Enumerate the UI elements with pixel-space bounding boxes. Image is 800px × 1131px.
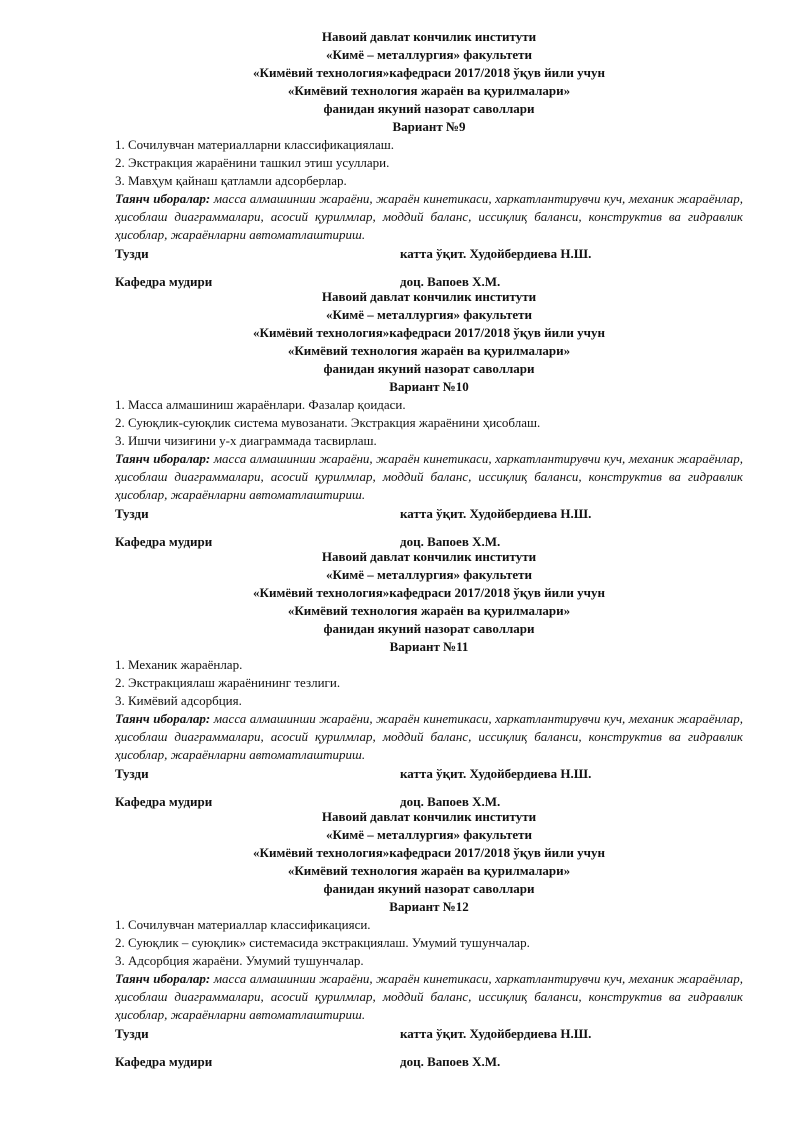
variant-title: Вариант №9 — [392, 119, 466, 134]
department-head-name: доц. Вапоев Х.М. — [400, 534, 501, 549]
subject-heading: «Кимёвий технология жараён ва қурилмалари» — [287, 83, 571, 98]
keywords-text: масса алмашинши жараёни, жараён кинетикаси, харкатлантирувчи куч, механик жараёнлар, ҳисоблаш диаграммалари, асосий қурилмлар, моддий баланс, иссиқлиқ баланси, конструктив ва гидравлик ҳисоблар, жараёнларни автоматлаштириш. — [115, 451, 743, 502]
question-item: 2. Экстракция жараёнини ташкил этиш усуллари. — [115, 155, 390, 170]
composed-by-name: катта ўқит. Худойбердиева Н.Ш. — [400, 1026, 592, 1041]
exam-heading: фанидан якуний назорат саволлари — [323, 361, 535, 376]
composed-by-line — [115, 765, 743, 783]
department-head-name: доц. Вапоев Х.М. — [400, 1054, 501, 1069]
institute-heading: Навоий давлат кончилик институти — [321, 289, 537, 304]
department-head-label: Кафедра мудири — [115, 1054, 213, 1069]
question-item: 1. Сочилувчан материалларни классификациялаш. — [115, 137, 394, 152]
department-heading: «Кимёвий технология»кафедраси 2017/2018 ўқув йили учун — [253, 65, 605, 80]
question-item: 3. Кимёвий адсорбция. — [115, 693, 242, 708]
faculty-heading: «Кимё – металлургия» факультети — [325, 827, 532, 842]
question-item: 1. Механик жараёнлар. — [115, 657, 243, 672]
question-item: 2. Экстракциялаш жараёнининг тезлиги. — [115, 675, 341, 690]
question-item: 3. Ишчи чизиғини у-х диаграммада тасвирлаш. — [115, 433, 377, 448]
variant-title: Вариант №12 — [389, 899, 469, 914]
keywords-label: Таянч иборалар: — [115, 191, 211, 206]
department-heading: «Кимёвий технология»кафедраси 2017/2018 ўқув йили учун — [253, 325, 605, 340]
question-item: 2. Суюқлик – суюқлик» системасида экстракциялаш. Умумий тушунчалар. — [115, 935, 530, 950]
question-item: 1. Сочилувчан материаллар классификацияси. — [115, 917, 371, 932]
composed-by-name: катта ўқит. Худойбердиева Н.Ш. — [400, 766, 592, 781]
department-heading: «Кимёвий технология»кафедраси 2017/2018 ўқув йили учун — [253, 845, 605, 860]
department-head-label: Кафедра мудири — [115, 274, 213, 289]
composed-by-line — [115, 505, 743, 523]
composed-by-label: Тузди — [115, 766, 149, 781]
keywords-paragraph — [115, 970, 743, 1024]
composed-by-line — [115, 1025, 743, 1043]
department-head-label: Кафедра мудири — [115, 794, 213, 809]
keywords-text: масса алмашинши жараёни, жараён кинетикаси, харкатлантирувчи куч, механик жараёнлар, ҳисоблаш диаграммалари, асосий қурилмлар, моддий баланс, иссиқлиқ баланси, конструктив ва гидравлик ҳисоблар, жараёнларни автоматлаштириш. — [115, 971, 743, 1022]
department-head-line — [115, 1053, 743, 1071]
composed-by-name: катта ўқит. Худойбердиева Н.Ш. — [400, 246, 592, 261]
subject-heading: «Кимёвий технология жараён ва қурилмалари» — [287, 603, 571, 618]
composed-by-line — [115, 245, 743, 263]
question-item: 1. Масса алмашиниш жараёнлари. Фазалар қоидаси. — [115, 397, 406, 412]
keywords-paragraph — [115, 450, 743, 504]
composed-by-name: катта ўқит. Худойбердиева Н.Ш. — [400, 506, 592, 521]
keywords-label: Таянч иборалар: — [115, 451, 211, 466]
keywords-paragraph — [115, 710, 743, 764]
variant-title: Вариант №10 — [389, 379, 469, 394]
institute-heading: Навоий давлат кончилик институти — [321, 809, 537, 824]
faculty-heading: «Кимё – металлургия» факультети — [325, 307, 532, 322]
composed-by-label: Тузди — [115, 506, 149, 521]
department-head-label: Кафедра мудири — [115, 534, 213, 549]
keywords-text: масса алмашинши жараёни, жараён кинетикаси, харкатлантирувчи куч, механик жараёнлар, ҳисоблаш диаграммалари, асосий қурилмлар, моддий баланс, иссиқлиқ баланси, конструктив ва гидравлик ҳисоблар, жараёнларни автоматлаштириш. — [115, 191, 743, 242]
faculty-heading: «Кимё – металлургия» факультети — [325, 47, 532, 62]
variant-block — [115, 288, 743, 548]
document-page — [115, 28, 743, 1068]
exam-heading: фанидан якуний назорат саволлари — [323, 101, 535, 116]
question-item: 3. Мавҳум қайнаш қатламли адсорберлар. — [115, 173, 347, 188]
department-head-line — [115, 533, 743, 551]
institute-heading: Навоий давлат кончилик институти — [321, 29, 537, 44]
keywords-paragraph — [115, 190, 743, 244]
keywords-text: масса алмашинши жараёни, жараён кинетикаси, харкатлантирувчи куч, механик жараёнлар, ҳисоблаш диаграммалари, асосий қурилмлар, моддий баланс, иссиқлиқ баланси, конструктив ва гидравлик ҳисоблар, жараёнларни автоматлаштириш. — [115, 711, 743, 762]
department-head-name: доц. Вапоев Х.М. — [400, 274, 501, 289]
keywords-label: Таянч иборалар: — [115, 971, 211, 986]
subject-heading: «Кимёвий технология жараён ва қурилмалари» — [287, 343, 571, 358]
subject-heading: «Кимёвий технология жараён ва қурилмалари» — [287, 863, 571, 878]
composed-by-label: Тузди — [115, 246, 149, 261]
institute-heading: Навоий давлат кончилик институти — [321, 549, 537, 564]
variant-block — [115, 808, 743, 1068]
variant-title: Вариант №11 — [389, 639, 469, 654]
department-head-line — [115, 273, 743, 291]
faculty-heading: «Кимё – металлургия» факультети — [325, 567, 532, 582]
keywords-label: Таянч иборалар: — [115, 711, 211, 726]
composed-by-label: Тузди — [115, 1026, 149, 1041]
question-item: 3. Адсорбция жараёни. Умумий тушунчалар. — [115, 953, 364, 968]
variant-block — [115, 548, 743, 808]
department-head-name: доц. Вапоев Х.М. — [400, 794, 501, 809]
department-head-line — [115, 793, 743, 811]
department-heading: «Кимёвий технология»кафедраси 2017/2018 ўқув йили учун — [253, 585, 605, 600]
variant-block — [115, 28, 743, 288]
exam-heading: фанидан якуний назорат саволлари — [323, 621, 535, 636]
question-item: 2. Суюқлик-суюқлик система мувозанати. Экстракция жараёнини ҳисоблаш. — [115, 415, 541, 430]
exam-heading: фанидан якуний назорат саволлари — [323, 881, 535, 896]
